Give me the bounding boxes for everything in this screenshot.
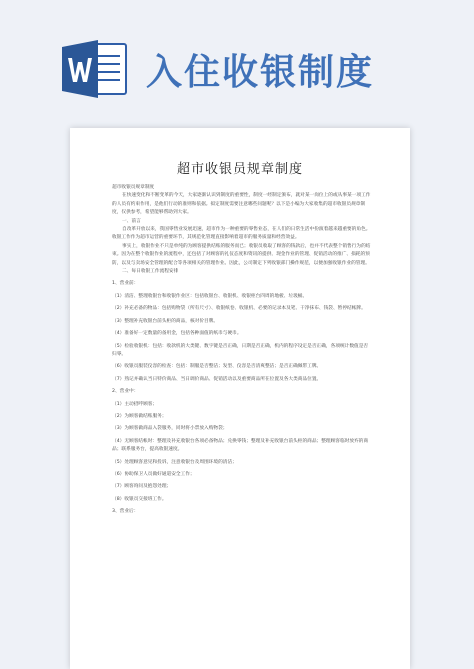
doc-list-item: （6）收银员服装仪容的检查：包括：制服是否整洁；发型、仪容是否清爽整洁；是否正确佩带工牌。 xyxy=(112,364,322,370)
doc-list-item: （3）为顾客做商品入袋服务，同时将小票放入购物袋； xyxy=(112,426,228,432)
doc-paragraph: 自改革开放以来，我国零售业发展迅速，超市作为一种重要的零售业态，在人们的日常生活中扮演着越来越重要的角色。收银工作作为超市运营的重要环节，其规范化管理直接影响着超市的服务质量和经营效益。 xyxy=(112,227,371,241)
document-page xyxy=(70,128,410,669)
header-banner xyxy=(0,0,474,120)
doc-subheading: 超市收银员规章制度 xyxy=(112,185,155,190)
doc-list-heading: 2、营业中： xyxy=(112,389,139,395)
doc-list-item: （4）准备好一定数量的备用金，包括各种面值的纸币与硬币。 xyxy=(112,331,242,337)
doc-list-item: （7）顾客询问及抱怨处理； xyxy=(112,484,172,490)
doc-list-item: （4）无顾客结帐时：整理及补充收银台各项必备物品；兑换零钱；整理及补充收银台前头柜的商品；整理顾客临时放弃的商品；联系服务台，提高收银速度。 xyxy=(112,438,369,453)
doc-list-item: （5）检验收银机：包括：收款机的大类键、数字键是否正确，日期是否正确，机内的程序设定是否正确，各项统计数值是否归零。 xyxy=(112,343,369,357)
doc-list-heading: 1、营业前： xyxy=(112,281,139,287)
doc-list-item: （1）清洁、整理收银台和收银作业区：包括收银台、收银机、收银柜台四周的地板、垃圾桶。 xyxy=(112,293,308,299)
doc-list-item: （8）收银员交接班工作。 xyxy=(112,496,167,502)
document-body xyxy=(112,184,372,517)
doc-paragraph: 事实上，收银作业不只是单纯的为顾客提供结账的服务而已；收银员收取了顾客的钱款后，也并不代表整个销售行为的结束。因为在整个收银作业的流程中，还包括了对顾客的礼仪态度和资讯的提供、现金作业的管理、促销活动的推广、损耗的预防，以及与卖场安全管理的配合等各项相关的管理作业。因此，公司制定下列收银部门操作规范，以便加强收银作业的管理。 xyxy=(112,243,371,266)
doc-list-item: （2）补充必备的物品：包括购物袋（所有尺寸）、收银纸卷、收银机、必要的记录本及笔、干净抹布、钱袋、暂停结帐牌。 xyxy=(112,306,366,312)
doc-list-item: （2）为顾客做结账服务； xyxy=(112,413,167,419)
doc-section-heading: 二、每日收银工作流程安排 xyxy=(122,269,179,275)
doc-list-item: （7）熟记并确认当日特价商品、当日调价商品、促销活动以及重要商品所在位置及各大类商品位置。 xyxy=(112,376,322,382)
word-doc-icon xyxy=(62,38,128,100)
doc-list-item: （1）主动招呼顾客； xyxy=(112,401,158,407)
doc-list-item: （5）处理顾客意见和投诉，注意收银台及周围环境的清洁； xyxy=(112,459,237,465)
doc-list-item: （6）协助保卫人员做好通道安全工作； xyxy=(112,471,195,477)
doc-list-heading: 3、营业后： xyxy=(112,509,139,515)
doc-section-heading: 一、前言 xyxy=(122,218,141,224)
banner-title: 入住收银制度 xyxy=(146,52,375,93)
document-title: 超市收银员规章制度 xyxy=(176,162,303,177)
doc-paragraph: 在快速变化和不断变革的今天，大家逐渐认识到制度的重要性，制度一经制定颁布，就对某一岗位上的或从事某一项工作的人员有约束作用，是他们行动的准则和依据。拟定制度需要注意哪些问题呢？以下是小编为大家收集的超市收银员规章制度，仅供参考，希望能够帮助到大家。 xyxy=(112,193,371,216)
doc-list-item: （3）整理补充收银台前头柜的商品，核对价目牌。 xyxy=(112,318,219,324)
